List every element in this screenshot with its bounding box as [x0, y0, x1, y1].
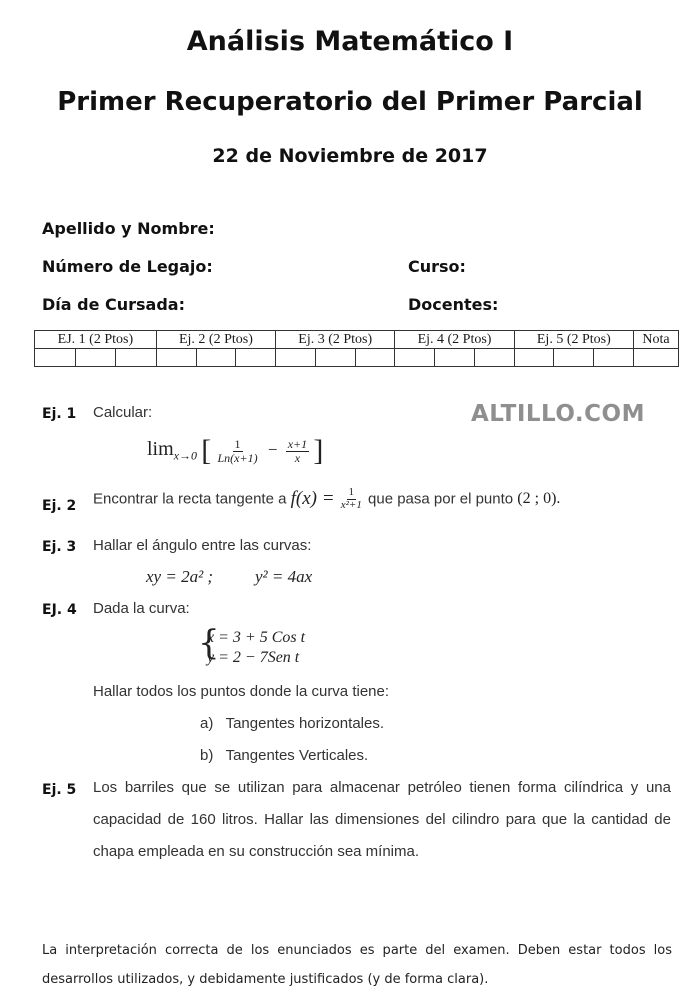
ej1-text: Calcular: — [93, 404, 153, 421]
score-cell[interactable] — [75, 349, 116, 367]
grade-header-ej4: Ej. 4 (2 Ptos) — [395, 331, 514, 349]
ej3-curve-1: xy = 2a² ; — [146, 567, 214, 586]
right-bracket: ] — [313, 434, 324, 467]
grade-table — [34, 330, 679, 367]
lim-subscript: x→0 — [173, 448, 197, 463]
score-cell[interactable] — [554, 349, 594, 367]
score-cell[interactable] — [236, 349, 276, 367]
ej4-task: Hallar todos los puntos donde la curva tiene: — [93, 683, 390, 700]
ej2-numerator: 1 — [348, 486, 355, 498]
lim-operator: lim — [147, 437, 174, 460]
score-cell[interactable] — [315, 349, 355, 367]
grade-header-ej1: EJ. 1 (2 Ptos) — [35, 331, 157, 349]
grade-header-ej3: Ej. 3 (2 Ptos) — [276, 331, 395, 349]
legajo-field-label: Número de Legajo: — [42, 257, 213, 276]
course-title: Análisis Matemático I — [186, 26, 514, 57]
ej2-text-before: Encontrar la recta tangente a — [93, 490, 291, 508]
ej4-text: Dada la curva: — [93, 600, 190, 617]
ej3-label: Ej. 3 — [42, 539, 77, 555]
curso-field-label: Curso: — [408, 257, 466, 276]
fraction-1-denominator: Ln(x+1) — [217, 450, 258, 465]
ej5-label: Ej. 5 — [42, 782, 77, 798]
score-cell[interactable] — [355, 349, 395, 367]
grade-table-header-row — [35, 331, 679, 349]
ej4-item-b: b) Tangentes Verticales. — [200, 747, 369, 764]
grade-header-ej5: Ej. 5 (2 Ptos) — [514, 331, 633, 349]
score-cell[interactable] — [514, 349, 554, 367]
ej1-label: Ej. 1 — [42, 406, 77, 422]
ej2-function-name: f(x) = — [290, 488, 335, 510]
docentes-field-label: Docentes: — [408, 295, 499, 314]
ej2-statement — [93, 487, 560, 511]
score-cell[interactable] — [196, 349, 236, 367]
exam-title: Primer Recuperatorio del Primer Parcial — [57, 87, 643, 117]
score-cell[interactable] — [276, 349, 316, 367]
ej2-label: Ej. 2 — [42, 498, 77, 514]
score-cell[interactable] — [156, 349, 196, 367]
ej2-fraction — [339, 487, 364, 511]
score-cell[interactable] — [116, 349, 157, 367]
score-cell[interactable] — [435, 349, 475, 367]
grade-table-score-row — [35, 349, 679, 367]
ej4-label: EJ. 4 — [42, 602, 77, 618]
left-bracket: [ — [201, 434, 212, 467]
minus-sign: − — [267, 439, 278, 459]
fraction-1-numerator: 1 — [234, 436, 241, 451]
dia-field-label: Día de Cursada: — [42, 295, 185, 314]
name-field-label: Apellido y Nombre: — [42, 219, 215, 238]
fraction-2-numerator: x+1 — [287, 436, 308, 451]
altillo-watermark: ALTILLO.COM — [471, 401, 645, 427]
score-cell[interactable] — [594, 349, 634, 367]
ej4-equation-y: y = 2 − 7Sen t — [207, 649, 300, 666]
footer-note: La interpretación correcta de los enunciados es parte del examen. Deben estar todos los desarrollos utilizados, y debidamente justificados (y de forma clara). — [42, 943, 672, 987]
fraction-2-denominator: x — [294, 450, 301, 465]
ej2-text-after: que pasa por el punto — [363, 490, 518, 508]
exam-date: 22 de Noviembre de 2017 — [212, 145, 488, 167]
ej1-limit-expression — [147, 434, 323, 468]
nota-cell[interactable] — [633, 349, 678, 367]
ej5-text: Los barriles que se utilizan para almacenar petróleo tienen forma cilíndrica y una capacidad de 160 litros. Hallar las dimensiones del cilindro para que la cantidad de chapa empleada en su construcción sea mínima. — [93, 779, 671, 860]
curly-brace: { — [198, 623, 220, 663]
score-cell[interactable] — [35, 349, 76, 367]
ej2-point: (2 ; 0). — [517, 490, 561, 508]
ej3-text: Hallar el ángulo entre las curvas: — [93, 537, 312, 554]
ej3-curve-2: y² = 4ax — [255, 567, 313, 586]
ej4-item-a: a) Tangentes horizontales. — [200, 715, 385, 732]
ej2-denominator: x²+1 — [340, 498, 362, 511]
fraction-2 — [286, 438, 309, 464]
grade-header-ej2: Ej. 2 (2 Ptos) — [156, 331, 275, 349]
fraction-1 — [216, 438, 260, 464]
grade-header-nota: Nota — [633, 331, 678, 349]
ej4-equation-x: x = 3 + 5 Cos t — [207, 629, 306, 646]
score-cell[interactable] — [395, 349, 435, 367]
score-cell[interactable] — [474, 349, 514, 367]
